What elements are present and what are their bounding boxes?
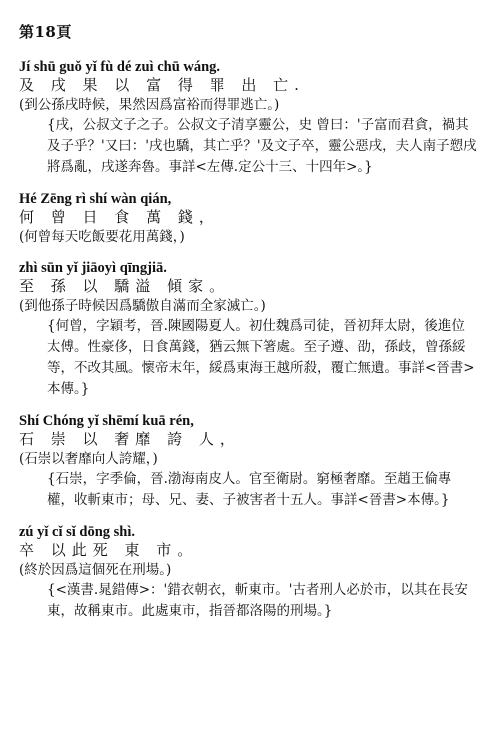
- pinyin-line: zhì sūn yǐ jiāoyì qīngjiā.: [19, 260, 167, 276]
- annotation-note: {石崇，字季倫，晉.渤海南皮人。官至衛尉。窮極奢靡。至趙王倫專權，收斬東市；母、兄、妻、子被害者十五人。事詳<晉書>本傳。}: [47, 471, 452, 508]
- translation-line: (終於因爲這個死在刑場。): [19, 562, 172, 578]
- verse-section-2: [19, 190, 484, 247]
- pinyin-line: zú yǐ cǐ sǐ dōng shì.: [19, 524, 136, 540]
- chinese-line: 至 孫 以 驕溢 傾家。: [19, 277, 231, 295]
- pinyin-line: Shí Chóng yǐ shēmí kuā rén,: [19, 413, 194, 429]
- annotation-note: {何曾，字穎考，晉.陳國陽夏人。初仕魏爲司徒，晉初拜太尉，後進位太傅。性豪侈，日食萬錢，猶云無下箸處。至子遵、劭，孫歧，曾孫綏等，不改其風。懷帝末年，綏爲東海王越所殺，覆亡無遺。事詳<晉書>本傳。}: [47, 318, 475, 397]
- chinese-line: 及 戌 果 以 富 得 罪 出 亡.: [19, 76, 305, 94]
- verse-section-1: [19, 58, 484, 178]
- verse-section-3: [19, 259, 484, 400]
- verse-section-5: [19, 523, 484, 622]
- annotation-note: {戌，公叔文子之子。公叔文子清享靈公，史 曾曰：'子富而君貪，禍其及子乎？'又曰：'戌也驕，其亡乎？'及文子卒，靈公惡戌，夫人南子愬戌將爲亂，戌遂奔魯。事詳<左傳.定公十三、十四年>。}: [47, 117, 477, 175]
- translation-line: (到公孫戌時候，果然因爲富裕而得罪逃亡。): [19, 97, 280, 113]
- annotation-note: {<漢書.晁錯傳>：'錯衣朝衣，斬東市。'古者刑人必於市，以其在長安東，故稱東市。此處東市，指晉都洛陽的刑場。}: [47, 582, 468, 619]
- chinese-line: 何 曾 日 食 萬 錢，: [19, 208, 220, 226]
- translation-line: (石崇以奢靡向人誇耀，): [19, 451, 158, 467]
- chinese-line: 石 崇 以 奢靡 誇 人，: [19, 430, 241, 448]
- pinyin-line: Hé Zēng rì shí wàn qián,: [19, 191, 172, 207]
- translation-line: (到他孫子時候因爲驕傲自滿而全家滅亡。): [19, 298, 266, 314]
- verse-section-4: [19, 412, 484, 511]
- pinyin-line: Jí shū guǒ yǐ fù dé zuì chū wáng.: [19, 59, 221, 75]
- text-body: [19, 58, 484, 634]
- translation-line: (何曾每天吃飯要花用萬錢，): [19, 229, 185, 245]
- chinese-line: 卒 以此死 東 市。: [19, 541, 199, 559]
- page-number: 第18頁: [19, 23, 72, 41]
